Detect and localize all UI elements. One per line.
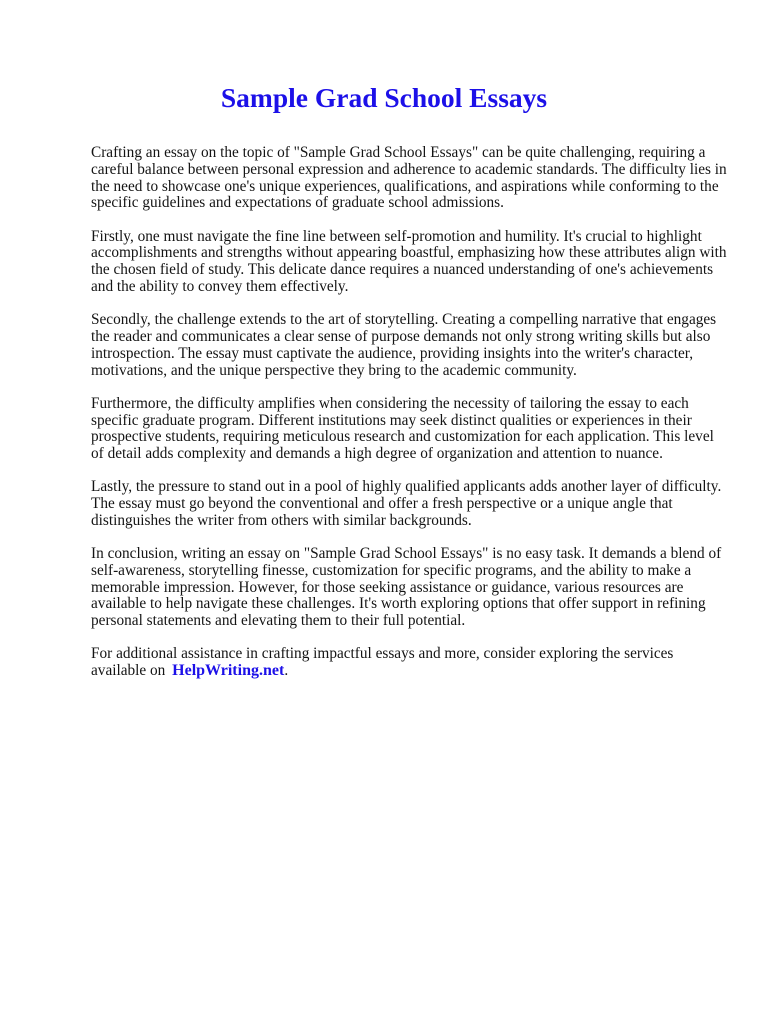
paragraph-firstly: Firstly, one must navigate the fine line between self-promotion and humility. It's crucial to highlight accomplishments and strengths without appearing boastful, emphasizing how these attributes align with the chosen field of study. This delicate dance requires a nuanced understanding of one's achievements and the ability to convey them effectively. <box>91 227 727 295</box>
closing-period: . <box>284 662 289 680</box>
document-title: Sample Grad School Essays <box>220 82 548 113</box>
paragraph-conclusion: In conclusion, writing an essay on "Sample Grad School Essays" is no easy task. It demands a blend of self-awareness, storytelling finesse, customization for specific programs, and the ability to make a memorable impression. However, for those seeking assistance or guidance, various resources are available to help navigate these challenges. It's worth exploring options that offer support in refining personal statements and elevating them to their full potential. <box>91 545 722 630</box>
document-body <box>91 145 729 696</box>
paragraph-intro: Crafting an essay on the topic of "Sample Grad School Essays" can be quite challenging, requiring a careful balance between personal expression and adherence to academic standards. The difficulty lies in the need to showcase one's unique experiences, qualifications, and aspirations while conforming to the specific guidelines and expectations of graduate school admissions. <box>91 144 727 212</box>
paragraph-closing <box>91 646 729 680</box>
closing-text: For additional assistance in crafting impactful essays and more, consider exploring the services available on <box>91 645 674 680</box>
helpwriting-link[interactable]: HelpWriting.net <box>172 662 285 680</box>
paragraph-lastly: Lastly, the pressure to stand out in a pool of highly qualified applicants adds another layer of difficulty. The essay must go beyond the conventional and offer a fresh perspective or a unique angle that distinguishes the writer from others with similar backgrounds. <box>91 478 722 529</box>
paragraph-furthermore: Furthermore, the difficulty amplifies when considering the necessity of tailoring the essay to each specific graduate program. Different institutions may seek distinct qualities or experiences in their prospective students, requiring meticulous research and customization for each application. This level of detail adds complexity and demands a high degree of organization and attention to nuance. <box>91 394 714 463</box>
paragraph-secondly: Secondly, the challenge extends to the art of storytelling. Creating a compelling narrative that engages the reader and communicates a clear sense of purpose demands not only strong writing skills but also introspection. The essay must captivate the audience, providing insights into the writer's character, motivations, and the unique perspective they bring to the academic community. <box>91 311 717 379</box>
